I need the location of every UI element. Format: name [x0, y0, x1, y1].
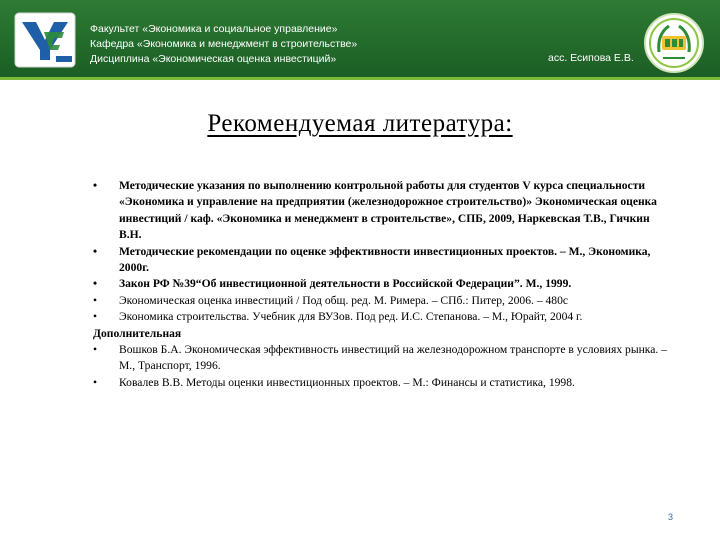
reference-text: Ковалев В.В. Методы оценки инвестиционных проектов. – М.: Финансы и статистика, 1998. [119, 375, 575, 389]
page-number: 3 [668, 512, 674, 522]
reference-text: Методические указания по выполнению контрольной работы для студентов V курса специальности «Экономика и управление на предприятии (железнодорожное строительство)» Экономическая оценка инвестиций / каф. «Экономика и менеджмент в строительстве», СПБ, 2009, Наркевская Т.В., Гичкин В.Н. [119, 179, 657, 242]
page-title: Рекомендуемая литература: [207, 110, 513, 137]
references-list [93, 178, 673, 391]
reference-text: Закон РФ №39“Об инвестиционной деятельности в Российской Федерации”. М., 1999. [119, 277, 572, 291]
author-name: асс. Есипова Е.В. [548, 52, 634, 64]
list-item [93, 309, 673, 325]
bullet-icon: • [93, 343, 98, 357]
additional-heading: Дополнительная [93, 326, 182, 340]
department-emblem-icon [643, 12, 705, 74]
bullet-icon: • [93, 277, 98, 291]
department-line: Кафедра «Экономика и менеджмент в строительстве» [90, 38, 358, 50]
reference-text: Экономика строительства. Учебник для ВУЗов. Под ред. И.С. Степанова. – М., Юрайт, 2004 г. [119, 310, 583, 324]
header-banner [0, 0, 720, 80]
header-text [90, 22, 510, 67]
faculty-line: Факультет «Экономика и социальное управление» [90, 23, 338, 35]
list-item [93, 178, 673, 244]
reference-text: Вошков Б.А. Экономическая эффективность инвестиций на железнодорожном транспорте в условиях рынка. – М., Транспорт, 1996. [119, 343, 668, 373]
discipline-line: Дисциплина «Экономическая оценка инвестиций» [90, 53, 337, 65]
reference-text: Экономическая оценка инвестиций / Под общ. ред. М. Римера. – СПб.: Питер, 2006. – 480с [119, 293, 569, 307]
bullet-icon: • [93, 244, 98, 258]
list-item [93, 276, 673, 292]
list-item [93, 244, 673, 277]
university-logo-icon [14, 12, 76, 68]
bullet-icon: • [93, 375, 98, 389]
bullet-icon: • [93, 293, 98, 307]
bullet-icon: • [93, 179, 98, 192]
reference-text: Методические рекомендации по оценке эффективности инвестиционных проектов. – М., Экономика, 2000г. [119, 244, 651, 275]
bullet-icon: • [93, 310, 98, 324]
list-item [93, 342, 673, 375]
list-item [93, 293, 673, 309]
list-item [93, 375, 673, 391]
